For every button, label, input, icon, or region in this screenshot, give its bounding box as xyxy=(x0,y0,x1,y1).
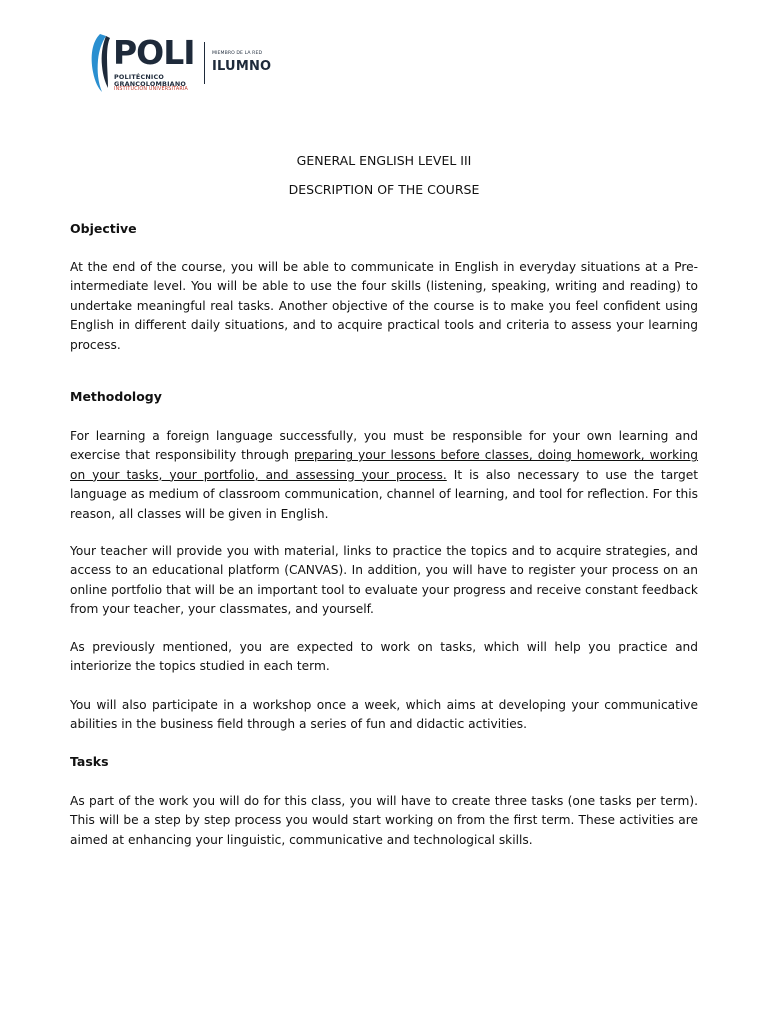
objective-heading: Objective xyxy=(70,221,137,236)
methodology-text-end: It is also necessary to use the target language as medium of classroom communication, channel of learning, and tool for reflection. For this reason, all classes will be given in English. xyxy=(70,467,698,521)
methodology-paragraph-1 xyxy=(70,427,698,524)
methodology-paragraph-4: You will also participate in a workshop once a week, which aims at developing your communicative abilities in the business field through a series of fun and didactic activities. xyxy=(70,698,698,732)
objective-paragraph: At the end of the course, you will be able to communicate in English in everyday situations at a Pre-intermediate level. You will be able to use the four skills (listening, speaking, writing and reading) to undertake meaningful real tasks. Another objective of the course is to make you feel confident using English in different daily situations, and to acquire practical tools and criteria to assess your learning process. xyxy=(70,260,698,352)
methodology-text-start: For learning a foreign language successfully, you must be responsible for your own learning and exercise that responsibility through xyxy=(70,429,698,463)
document-title: GENERAL ENGLISH LEVEL III xyxy=(296,153,472,168)
poli-logo-line3: INSTITUCIÓN UNIVERSITARIA xyxy=(114,87,188,92)
methodology-paragraph-2: Your teacher will provide you with material, links to practice the topics and to acquire strategies, and access to an educational platform (CANVAS). In addition, you will have to register your process on an online portfolio that will be an important tool to evaluate your progress and receive constant feedback from your teacher, your classmates, and yourself. xyxy=(70,544,698,617)
tasks-heading: Tasks xyxy=(70,754,109,769)
logo-divider xyxy=(204,42,205,84)
document-subtitle: DESCRIPTION OF THE COURSE xyxy=(288,182,480,197)
methodology-underlined-text: preparing your lessons before classes, doing homework, working on your tasks, your portfolio, and assessing your process. xyxy=(70,448,699,482)
poli-logo-line2: GRANCOLOMBIANO xyxy=(114,80,186,88)
poli-logo-word: POLI xyxy=(113,33,195,72)
poli-logo-line1: POLITÉCNICO xyxy=(114,73,165,81)
tasks-paragraph: As part of the work you will do for this class, you will have to create three tasks (one tasks per term). This will be a step by step process you would start working on from the first term. These activities are aimed at enhancing your linguistic, communicative and technological skills. xyxy=(70,794,698,847)
poli-emblem-icon xyxy=(88,32,112,94)
network-name: ILUMNO xyxy=(212,59,272,74)
poli-ilumno-logo xyxy=(88,30,288,102)
methodology-paragraph-3: As previously mentioned, you are expected to work on tasks, which will help you practice and interiorize the topics studied in each term. xyxy=(70,640,698,674)
network-tag: MIEMBRO DE LA RED xyxy=(212,51,263,56)
methodology-heading: Methodology xyxy=(70,389,162,404)
